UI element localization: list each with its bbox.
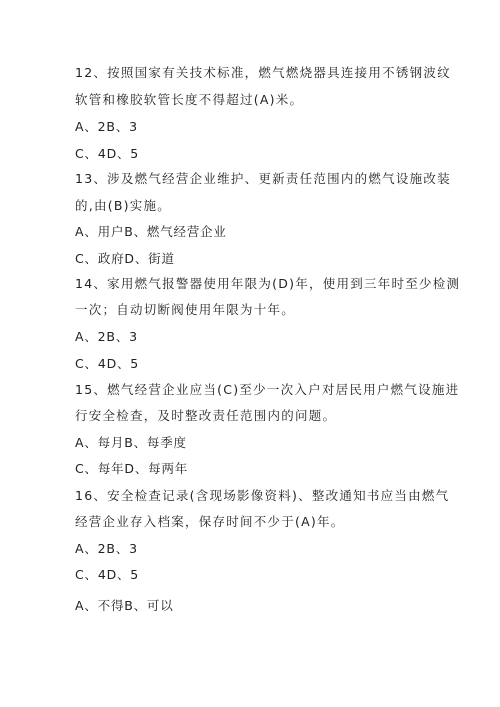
question-15-line-2: 行安全检查，及时整改责任范围内的问题。 [75,408,337,423]
question-13-options-1: A、用户B、燃气经营企业 [75,224,227,239]
question-14-options-2: C、4D、5 [75,356,140,371]
question-13-line-1: 13、涉及燃气经营企业维护、更新责任范围内的燃气设施改装 [75,171,451,186]
question-12-line-2: 软管和橡胶软管长度不得超过(A)米。 [75,92,304,107]
question-16-line-2: 经营企业存入档案，保存时间不少于(A)年。 [75,514,345,529]
question-16-line-1: 16、安全检查记录(含现场影像资料)、整改通知书应当由燃气 [75,488,450,503]
question-17-options-1: A、不得B、可以 [75,598,174,613]
question-12-options-2: C、4D、5 [75,146,140,161]
question-14-options-1: A、2B、3 [75,329,138,344]
question-15-options-2: C、每年D、每两年 [75,461,189,476]
question-16-options-2: C、4D、5 [75,567,140,582]
question-14-line-1: 14、家用燃气报警器使用年限为(D)年，使用到三年时至少检测 [75,276,461,291]
question-12-options-1: A、2B、3 [75,119,138,134]
question-14-line-2: 一次；自动切断阀使用年限为十年。 [75,302,296,317]
question-15-line-1: 15、燃气经营企业应当(C)至少一次入户对居民用户燃气设施进 [75,382,460,397]
question-12-line-1: 12、按照国家有关技术标准，燃气燃烧器具连接用不锈钢波纹 [75,65,451,80]
question-13-options-2: C、政府D、街道 [75,251,175,266]
question-13-line-2: 的,由(B)实施。 [75,198,172,213]
question-16-options-1: A、2B、3 [75,541,138,556]
question-15-options-1: A、每月B、每季度 [75,435,187,450]
